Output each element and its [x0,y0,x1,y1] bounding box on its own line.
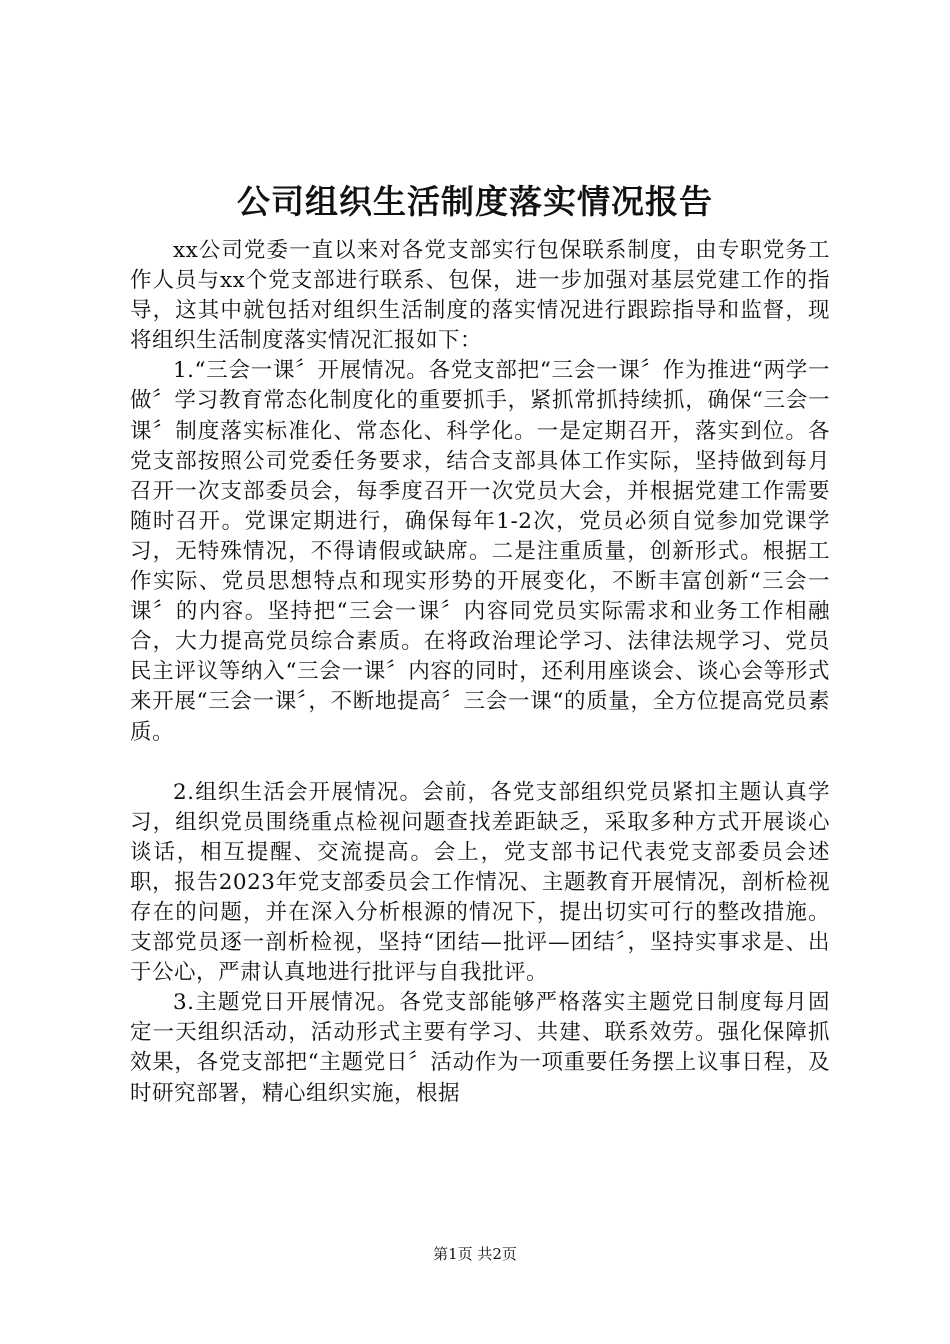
paragraph-intro: xx公司党委一直以来对各党支部实行包保联系制度，由专职党务工作人员与xx个党支部进行联系、包保，进一步加强对基层党建工作的指导，这其中就包括对组织生活制度的落实情况进行跟踪指导和监督，现将组织生活制度落实情况汇报如下： [130,238,830,354]
paragraph-section-1: 1.“三会一课〞开展情况。各党支部把“三会一课〞作为推进“两学一做〞学习教育常态化制度化的重要抓手，紧抓常抓持续抓，确保“三会一课〞制度落实标准化、常态化、科学化。一是定期召开，落实到位。各党支部按照公司党委任务要求，结合支部具体工作实际，坚持做到每月召开一次支部委员会，每季度召开一次党员大会，并根据党建工作需要随时召开。党课定期进行，确保每年1-2次，党员必须自觉参加党课学习，无特殊情况，不得请假或缺席。二是注重质量，创新形式。根据工作实际、党员思想特点和现实形势的开展变化，不断丰富创新“三会一课〞的内容。坚持把“三会一课〞内容同党员实际需求和业务工作相融合，大力提高党员综合素质。在将政治理论学习、法律法规学习、党员民主评议等纳入“三会一课〞内容的同时，还利用座谈会、谈心会等形式来开展“三会一课〞，不断地提高〞三会一课“的质量，全方位提高党员素质。 [130,358,830,745]
document-body [130,236,830,1109]
page-number-footer: 第1页 共2页 [433,1245,517,1263]
paragraph-section-2: 2.组织生活会开展情况。会前，各党支部组织党员紧扣主题认真学习，组织党员围绕重点检视问题查找差距缺乏，采取多种方式开展谈心谈话，相互提醒、交流提高。会上，党支部书记代表党支部委员会述职，报告2023年党支部委员会工作情况、主题教育开展情况，剖析检视存在的问题，并在深入分析根源的情况下，提出切实可行的整改措施。支部党员逐一剖析检视，坚持“团结—批评—团结〞，坚持实事求是、出于公心，严肃认真地进行批评与自我批评。 [130,779,830,986]
paragraph-section-3: 3.主题党日开展情况。各党支部能够严格落实主题党日制度每月固定一天组织活动，活动形式主要有学习、共建、联系效劳。强化保障抓效果，各党支部把“主题党日〞活动作为一项重要任务摆上议事日程，及时研究部署，精心组织实施，根据 [130,990,830,1106]
document-title: 公司组织生活制度落实情况报告 [237,182,713,221]
paragraph-spacer [130,748,830,778]
